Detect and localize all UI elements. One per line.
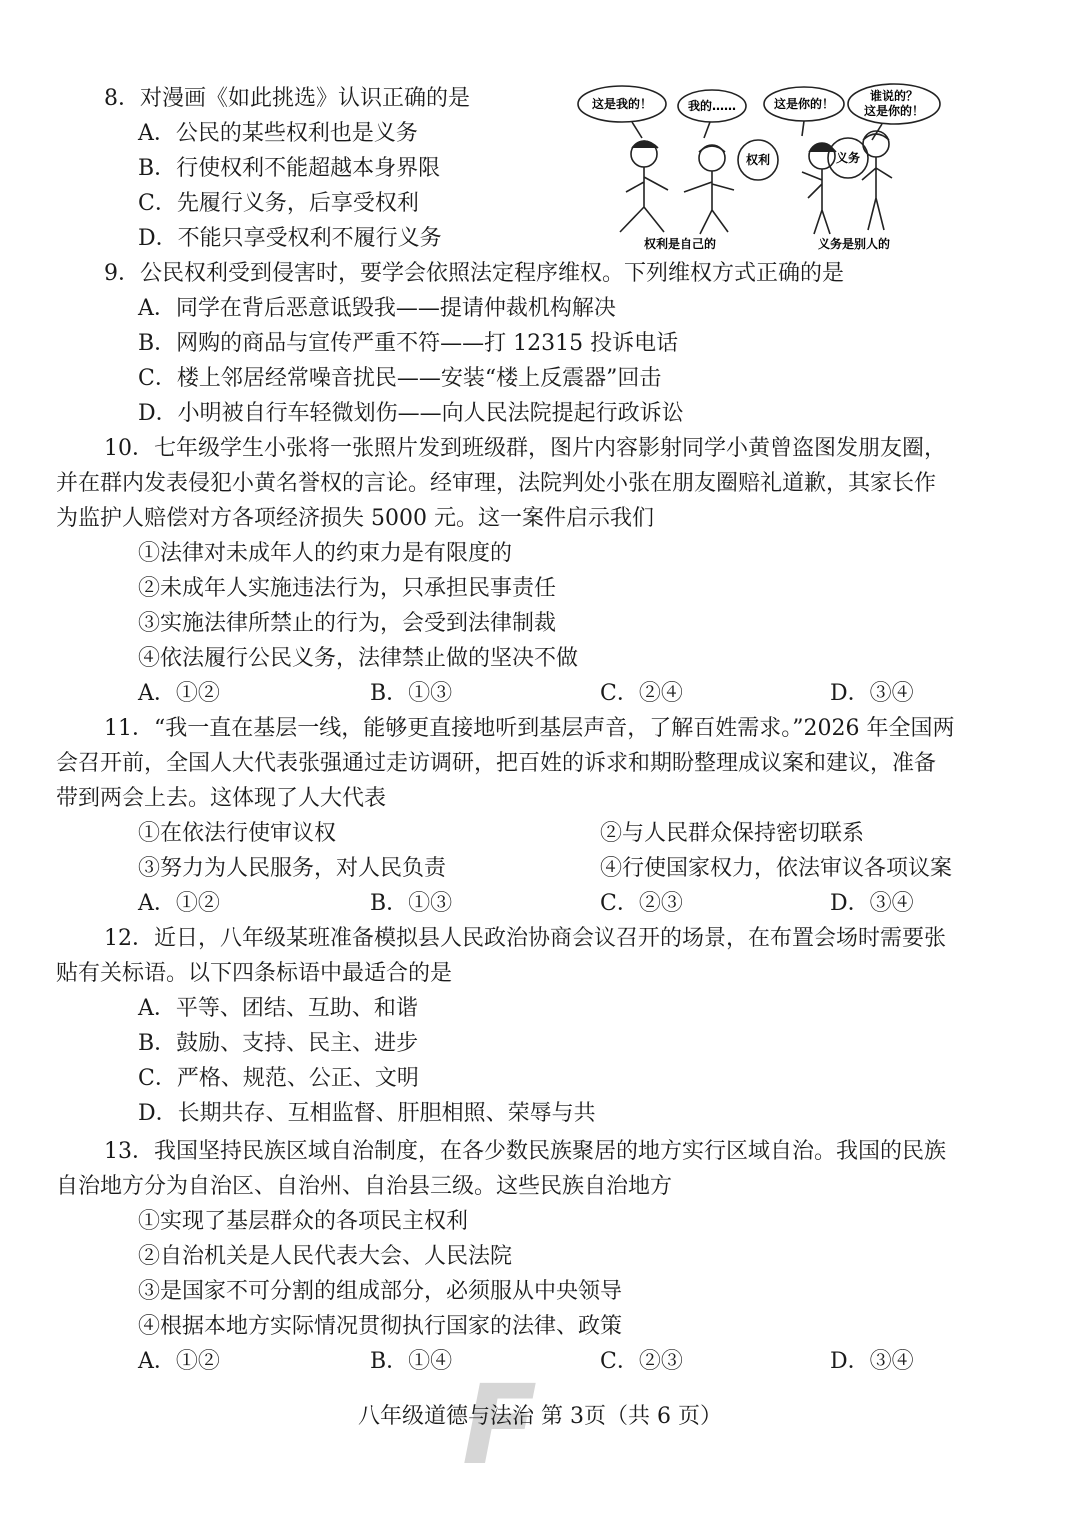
q11-choice-a: A．①② [138, 891, 220, 916]
q10-choice-c: C．②④ [600, 681, 683, 706]
q11-item-4: ④行使国家权力，依法审议各项议案 [600, 856, 953, 881]
q13-line-2: 自治地方分为自治区、自治州、自治县三级。这些民族自治地方 [56, 1174, 673, 1199]
cartoon-illustration [572, 82, 952, 254]
q8-option-a: A．公民的某些权利也是义务 [138, 121, 418, 146]
q10-line-3: 为监护人赔偿对方各项经济损失 5000 元。这一案件启示我们 [56, 506, 654, 531]
page-footer [0, 1402, 1080, 1432]
q10-choice-d: D．③④ [830, 681, 914, 706]
q8-stem: 8．对漫画《如此挑选》认识正确的是 [104, 86, 470, 111]
q12-line-2: 贴有关标语。以下四条标语中最适合的是 [56, 961, 453, 986]
q9-stem: 9．公民权利受到侵害时，要学会依照法定程序维权。下列维权方式正确的是 [104, 261, 844, 286]
q11-item-3: ③努力为人民服务，对人民负责 [138, 856, 447, 881]
q11-item-1: ①在依法行使审议权 [138, 821, 337, 846]
bubble-text-5: 这是你的！ [863, 104, 925, 118]
q11-line-1: 11．“我一直在基层一线，能够更直接地听到基层声音，了解百姓需求。”2026 年全国两 [104, 716, 955, 741]
q10-choice-b: B．①③ [370, 681, 453, 706]
q9-option-b: B．网购的商品与宣传严重不符——打 12315 投诉电话 [138, 331, 679, 356]
q10-choice-a: A．①② [138, 681, 220, 706]
bubble-text-4: 谁说的？ [869, 89, 919, 103]
q9-option-a: A．同学在背后恶意诋毁我——提请仲裁机构解决 [138, 296, 616, 321]
caption-left: 权利是自己的 [643, 237, 717, 251]
q13-choice-d: D．③④ [830, 1349, 914, 1374]
q12-option-d: D．长期共存、互相监督、肝胆相照、荣辱与共 [138, 1101, 596, 1126]
q11-choice-b: B．①③ [370, 891, 453, 916]
q10-line-2: 并在群内发表侵犯小黄名誉权的言论。经审理，法院判处小张在朋友圈赔礼道歉，其家长作 [56, 471, 937, 496]
q11-item-2: ②与人民群众保持密切联系 [600, 821, 865, 846]
q13-item-4: ④根据本地方实际情况贯彻执行国家的法律、政策 [138, 1314, 623, 1339]
q13-item-2: ②自治机关是人民代表大会、人民法院 [138, 1244, 513, 1269]
q13-line-1: 13．我国坚持民族区域自治制度，在各少数民族聚居的地方实行区域自治。我国的民族 [104, 1139, 946, 1164]
q8-option-d: D．不能只享受权利不履行义务 [138, 226, 442, 251]
q12-option-c: C．严格、规范、公正、文明 [138, 1066, 419, 1091]
q8-cartoon [572, 82, 952, 254]
q10-line-1: 10．七年级学生小张将一张照片发到班级群，图片内容影射同学小黄曾盗图发朋友圈， [104, 436, 946, 461]
q13-item-3: ③是国家不可分割的组成部分，必须服从中央领导 [138, 1279, 623, 1304]
ball-label-rights: 权利 [745, 153, 771, 167]
footer-text: 八年级道德与法治 第 3页（共 6 页） [358, 1404, 722, 1429]
q10-item-2: ②未成年人实施违法行为，只承担民事责任 [138, 576, 557, 601]
q13-item-1: ①实现了基层群众的各项民主权利 [138, 1209, 469, 1234]
q13-choice-b: B．①④ [370, 1349, 453, 1374]
q11-choice-d: D．③④ [830, 891, 914, 916]
q11-line-2: 会召开前，全国人大代表张强通过走访调研，把百姓的诉求和期盼整理成议案和建议，准备 [56, 751, 937, 776]
bubble-text-2: 我的…… [687, 99, 737, 113]
q12-option-b: B．鼓励、支持、民主、进步 [138, 1031, 419, 1056]
q9-option-c: C．楼上邻居经常噪音扰民——安装“楼上反震器”回击 [138, 366, 662, 391]
q13-choice-a: A．①② [138, 1349, 220, 1374]
q12-option-a: A．平等、团结、互助、和谐 [138, 996, 418, 1021]
q10-item-4: ④依法履行公民义务，法律禁止做的坚决不做 [138, 646, 579, 671]
bubble-text-3: 这是你的！ [773, 97, 835, 111]
q10-item-3: ③实施法律所禁止的行为，会受到法律制裁 [138, 611, 557, 636]
watermark-letter: F [462, 1361, 538, 1489]
q10-item-1: ①法律对未成年人的约束力是有限度的 [138, 541, 513, 566]
q8-option-c: C．先履行义务，后享受权利 [138, 191, 419, 216]
q11-choice-c: C．②③ [600, 891, 683, 916]
q9-option-d: D．小明被自行车轻微划伤——向人民法院提起行政诉讼 [138, 401, 684, 426]
bubble-text-1: 这是我的！ [591, 97, 653, 111]
ball-label-duties: 义务 [835, 151, 861, 165]
q11-line-3: 带到两会上去。这体现了人大代表 [56, 786, 387, 811]
q13-choice-c: C．②③ [600, 1349, 683, 1374]
q12-line-1: 12．近日，八年级某班准备模拟县人民政治协商会议召开的场景，在布置会场时需要张 [104, 926, 946, 951]
q8-option-b: B．行使权利不能超越本身界限 [138, 156, 441, 181]
caption-right: 义务是别人的 [817, 237, 891, 251]
